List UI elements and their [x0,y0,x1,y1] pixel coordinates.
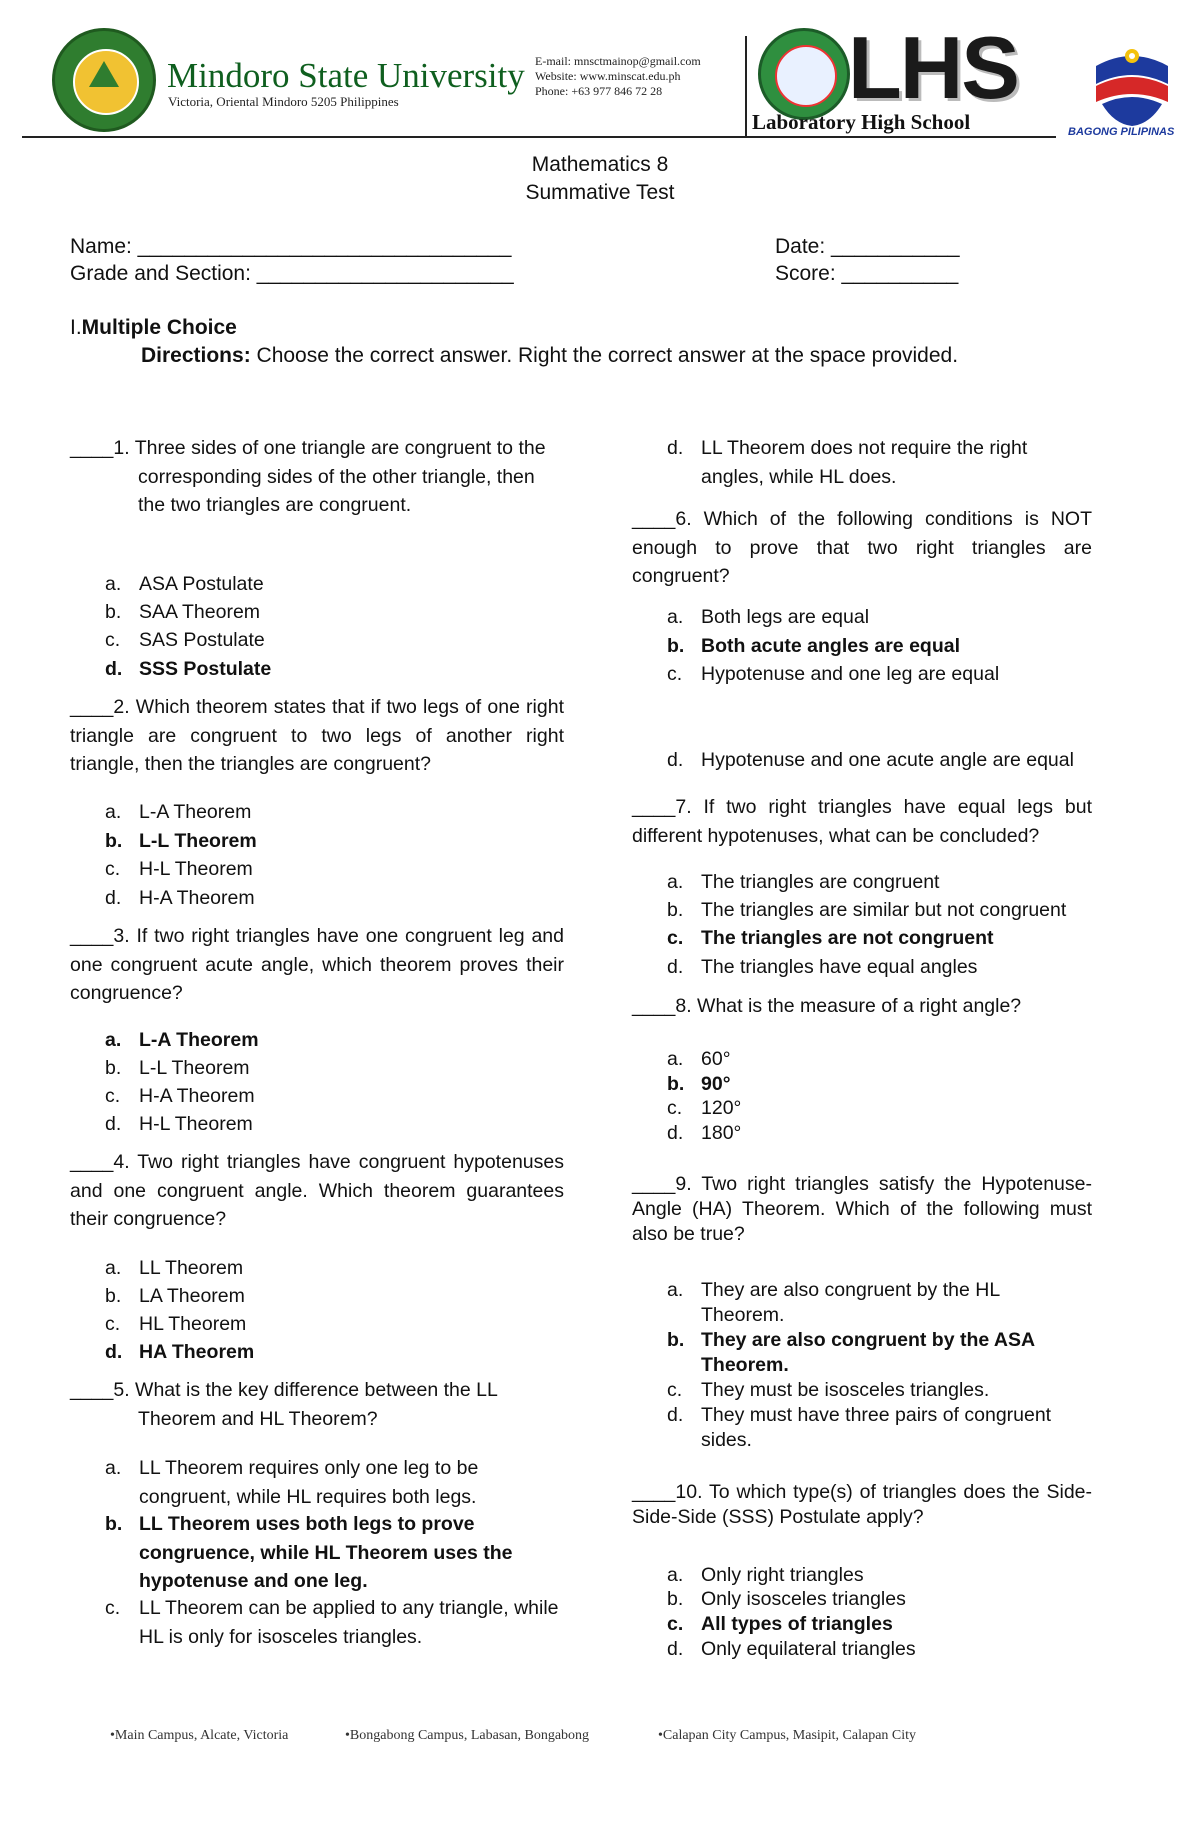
option-letter: b. [105,1285,122,1307]
option-text: The triangles are not congruent [701,927,994,949]
option-text: L-A Theorem [139,801,252,823]
footer-campus-calapan: •Calapan City Campus, Masipit, Calapan City [658,1728,917,1743]
option-letter: c. [667,1379,683,1401]
question-text: ____6. Which of the following conditions is NOT enough to prove that two right triangles are congruent? [632,508,1092,587]
option-letter: b. [105,601,122,623]
option-text: They are also congruent by the HL Theorem. [701,1279,1000,1326]
option-text: L-L Theorem [139,830,257,852]
option-letter: a. [105,1257,122,1279]
option-text: 90° [701,1073,731,1095]
question-6 [632,505,1092,591]
option-letter: d. [667,749,684,771]
option-text: They must be isosceles triangles. [701,1379,990,1401]
option-text: ASA Postulate [139,573,264,595]
option-letter: b. [105,1513,123,1535]
test-type-title: Summative Test [525,181,675,204]
option-letter: a. [105,573,122,595]
question-text: ____2. Which theorem states that if two legs of one right triangle are congruent to two legs of another right triangle, then the triangles are congruent? [70,696,564,775]
question-2 [70,693,564,779]
lhs-logo-text: LHS [848,18,1018,117]
option-letter: c. [667,1613,684,1635]
contact-phone: Phone: +63 977 846 72 28 [535,84,663,98]
question-8 [632,992,1092,1021]
option-text: H-A Theorem [139,1085,255,1107]
option-letter: c. [105,1313,121,1335]
option-text: The triangles have equal angles [701,956,978,978]
option-letter: d. [105,887,122,909]
date-field[interactable]: Date: ___________ [775,235,960,258]
option-letter: c. [667,927,684,949]
option-letter: c. [105,858,121,880]
option-letter: d. [667,1122,684,1144]
option-text: Hypotenuse and one acute angle are equal [701,749,1074,771]
option-letter: d. [105,1341,123,1363]
option-letter: b. [105,1057,122,1079]
directions: Directions: Choose the correct answer. Right the correct answer at the space provided. [141,344,959,367]
question-7 [632,793,1092,850]
option-letter: a. [105,801,122,823]
option-letter: d. [105,1113,122,1135]
option-text: Both acute angles are equal [701,635,960,657]
subject-title: Mathematics 8 [531,153,669,176]
option-text: L-A Theorem [139,1029,259,1051]
msu-seal-logo [52,28,156,132]
option-letter: c. [105,629,121,651]
option-text: They are also congruent by the ASA Theorem. [701,1329,1035,1376]
option-text: L-L Theorem [139,1057,250,1079]
question-text: ____7. If two right triangles have equal legs but different hypotenuses, what can be concluded? [632,796,1092,847]
option-letter: d. [667,1638,684,1660]
option-text: The triangles are similar but not congruent [701,899,1067,921]
question-text: ____10. To which type(s) of triangles does the Side-Side-Side (SSS) Postulate apply? [632,1481,1092,1528]
footer-campus-main: •Main Campus, Alcate, Victoria [110,1728,289,1743]
option-letter: a. [667,606,684,628]
section-heading: I.Multiple Choice [70,316,237,339]
contact-email: E-mail: mnsctmainop@gmail.com [535,54,701,68]
option-text: 180° [701,1122,742,1144]
option-text: LL Theorem does not require the right angles, while HL does. [701,437,1028,488]
option-text: Only equilateral triangles [701,1638,916,1660]
lhs-seal-logo [758,28,850,120]
option-text: SAS Postulate [139,629,265,651]
score-field[interactable]: Score: __________ [775,262,959,285]
question-text: ____8. What is the measure of a right angle? [632,995,1022,1017]
option-text: HA Theorem [139,1341,255,1363]
option-text: The triangles are congruent [701,871,940,893]
option-text: All types of triangles [701,1613,893,1635]
bagong-pilipinas-text: BAGONG PILIPINAS [1068,126,1175,138]
question-text: ____4. Two right triangles have congruent hypotenuses and one congruent angle. Which theorem guarantees their congruence? [70,1151,564,1230]
option-letter: a. [667,1048,684,1070]
question-text: ____9. Two right triangles satisfy the Hypotenuse-Angle (HA) Theorem. Which of the following must also be true? [632,1173,1092,1245]
option-letter: c. [105,1597,121,1619]
question-5 [70,1376,564,1433]
option-text: 120° [701,1097,742,1119]
option-text: HL Theorem [139,1313,247,1335]
option-letter: b. [667,635,685,657]
option-letter: b. [667,899,684,921]
header-rule [22,136,1056,138]
option-letter: b. [105,830,123,852]
option-letter: a. [667,871,684,893]
question-3 [70,922,564,1008]
option-text: Only isosceles triangles [701,1588,906,1610]
option-letter: d. [105,658,123,680]
option-text: Both legs are equal [701,606,870,628]
question-1 [70,434,564,520]
option-text: H-A Theorem [139,887,255,909]
name-field[interactable]: Name: ________________________________ [70,235,512,258]
option-text: LL Theorem [139,1257,244,1279]
question-9 [632,1172,1092,1247]
option-letter: d. [667,956,684,978]
option-text: LA Theorem [139,1285,245,1307]
option-text: SSS Postulate [139,658,272,680]
option-text: Only right triangles [701,1564,864,1586]
option-letter: c. [105,1085,121,1107]
bagong-pilipinas-logo [1088,44,1176,128]
contact-website: Website: www.minscat.edu.ph [535,69,681,83]
option-text: They must have three pairs of congruent sides. [701,1404,1052,1451]
question-10 [632,1480,1092,1530]
grade-section-field[interactable]: Grade and Section: ______________________ [70,262,514,285]
question-text: ____5. What is the key difference between the LL Theorem and HL Theorem? [70,1379,498,1430]
option-letter: c. [667,1097,683,1119]
option-text: LL Theorem requires only one leg to be congruent, while HL requires both legs. [139,1457,479,1508]
option-letter: a. [105,1029,122,1051]
option-text: 60° [701,1048,731,1070]
option-letter: a. [105,1457,122,1479]
question-text: ____1. Three sides of one triangle are congruent to the corresponding sides of the other triangle, then the two triangles are congruent. [70,437,546,516]
option-letter: a. [667,1564,684,1586]
option-letter: d. [667,1404,684,1426]
option-text: H-L Theorem [139,858,253,880]
option-letter: d. [667,437,684,459]
option-text: LL Theorem uses both legs to prove congruence, while HL Theorem uses the hypotenuse and one leg. [139,1513,513,1592]
option-letter: b. [667,1329,685,1351]
option-text: SAA Theorem [139,601,261,623]
question-4 [70,1148,564,1234]
option-text: Hypotenuse and one leg are equal [701,663,1000,685]
option-text: LL Theorem can be applied to any triangle, while HL is only for isosceles triangles. [139,1597,559,1648]
option-letter: a. [667,1279,684,1301]
university-name: Mindoro State University [167,56,525,95]
option-letter: b. [667,1588,684,1610]
university-address: Victoria, Oriental Mindoro 5205 Philippines [168,94,399,109]
lhs-subtitle: Laboratory High School [752,110,971,134]
option-text: H-L Theorem [139,1113,253,1135]
option-letter: c. [667,663,683,685]
header-divider [745,36,747,136]
question-text: ____3. If two right triangles have one congruent leg and one congruent acute angle, which theorem proves their congruence? [70,925,564,1004]
option-letter: b. [667,1073,685,1095]
footer-campus-bongabong: •Bongabong Campus, Labasan, Bongabong [345,1728,590,1743]
